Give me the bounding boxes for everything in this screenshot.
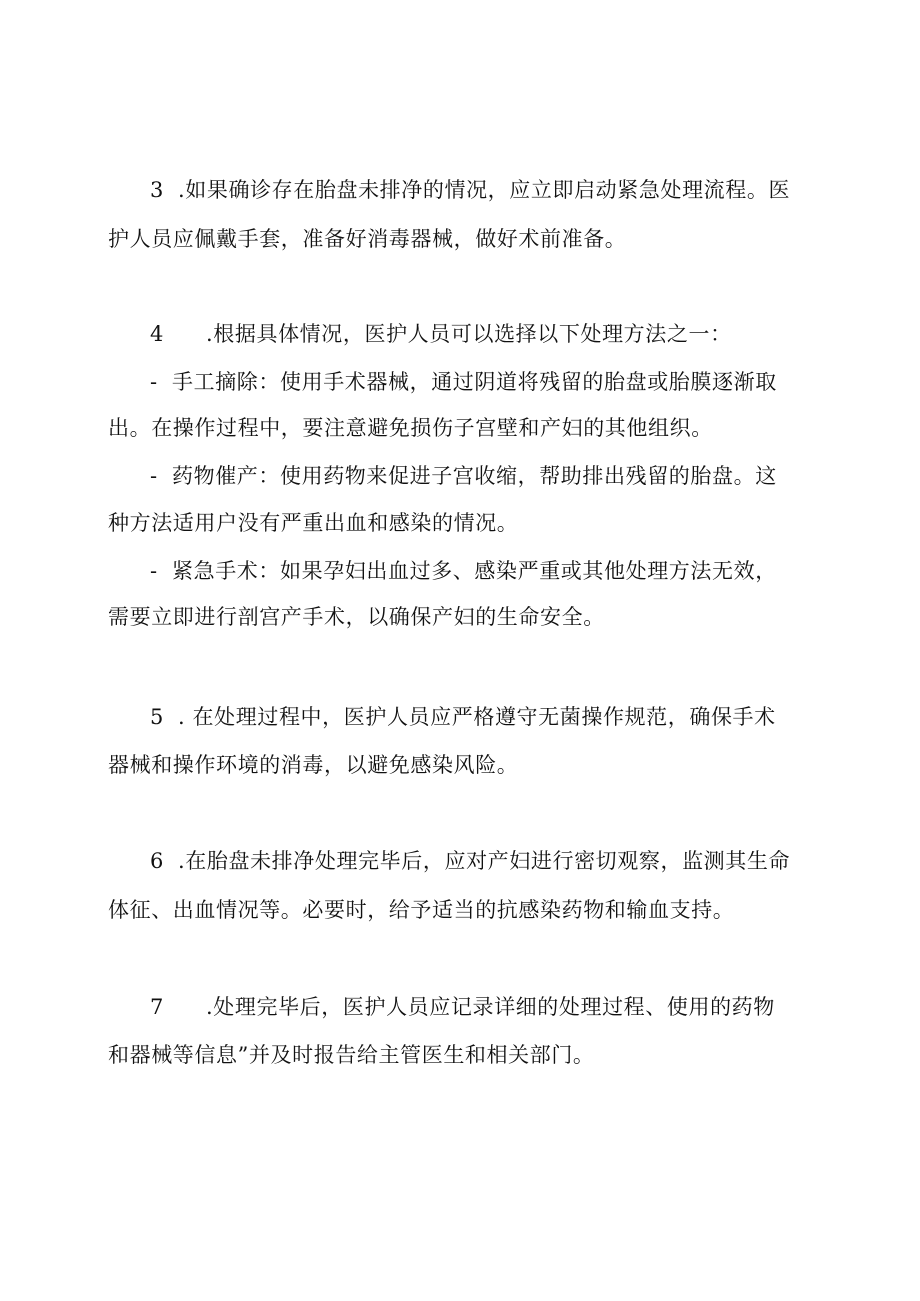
- item-5-line-1: [150, 703, 776, 731]
- item-3-line-1: [150, 176, 790, 204]
- option-2-line-2: [108, 509, 518, 537]
- option-text: 紧急手术：如果孕妇出血过多、感染严重或其他处理方法无效，: [172, 559, 777, 583]
- item-4-line-1: [150, 320, 732, 348]
- item-3-line-2: [108, 225, 626, 253]
- item-text: 护人员应佩戴手套，准备好消毒器械，做好术前准备。: [108, 227, 627, 251]
- item-7-line-1: [150, 993, 775, 1021]
- item-5-line-2: [108, 751, 518, 779]
- item-text: . 在处理过程中，医护人员应严格遵守无菌操作规范，确保手术: [178, 705, 776, 729]
- item-text: .如果确诊存在胎盘未排净的情况，应立即启动紧急处理流程。医: [178, 178, 791, 202]
- option-text: 药物催产：使用药物来促进子宫收缩，帮助排出残留的胎盘。这: [172, 464, 777, 488]
- option-text: 种方法适用户没有严重出血和感染的情况。: [108, 511, 519, 535]
- option-2-line-1: [150, 462, 777, 490]
- option-1-line-2: [108, 414, 713, 442]
- item-text: 器械和操作环境的消毒，以避免感染风险。: [108, 753, 519, 777]
- option-3-line-1: [150, 557, 777, 585]
- item-text: 和器械等信息”并及时报告给主管医生和相关部门。: [108, 1043, 595, 1067]
- item-7-line-2: [108, 1041, 595, 1069]
- option-text: 手工摘除：使用手术器械，通过阴道将残留的胎盘或胎膜逐渐取: [172, 370, 777, 394]
- item-number: 6: [150, 849, 164, 873]
- item-6-line-1: [150, 847, 790, 875]
- item-text: 体征、出血情况等。必要时，给予适当的抗感染药物和输血支持。: [108, 898, 735, 922]
- item-6-line-2: [108, 896, 734, 924]
- item-text: .处理完毕后，医护人员应记录详细的处理过程、使用的药物: [206, 995, 775, 1019]
- dash-marker: -: [150, 464, 158, 488]
- option-text: 出。在操作过程中，要注意避免损伤子宫壁和产妇的其他组织。: [108, 416, 713, 440]
- option-1-line-1: [150, 368, 777, 396]
- dash-marker: -: [150, 559, 158, 583]
- option-text: 需要立即进行剖宫产手术，以确保产妇的生命安全。: [108, 605, 605, 629]
- option-3-line-2: [108, 603, 605, 631]
- item-number: 5: [150, 705, 164, 729]
- dash-marker: -: [150, 370, 158, 394]
- item-number: 3: [150, 178, 164, 202]
- item-text: .在胎盘未排净处理完毕后，应对产妇进行密切观察，监测其生命: [178, 849, 791, 873]
- item-number: 7: [150, 995, 164, 1019]
- item-text: .根据具体情况，医护人员可以选择以下处理方法之一：: [206, 322, 732, 346]
- item-number: 4: [150, 322, 164, 346]
